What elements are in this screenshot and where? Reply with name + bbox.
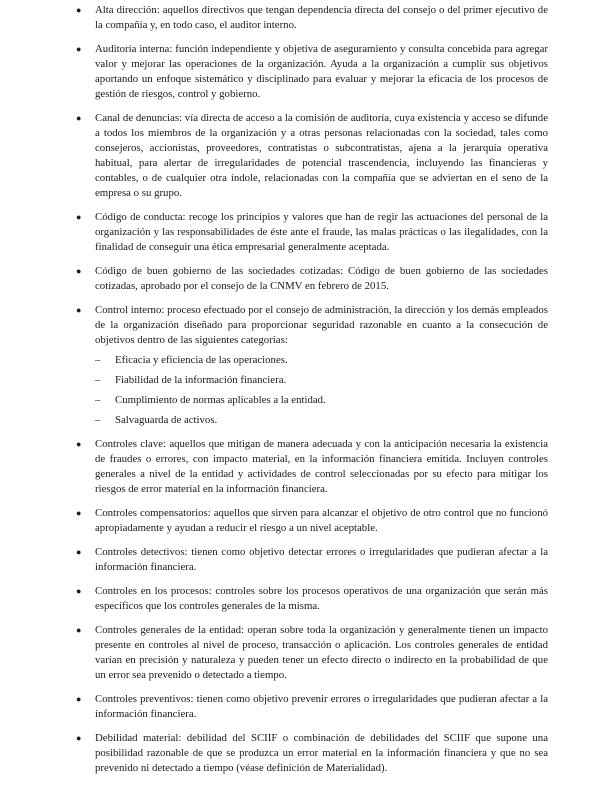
bullet-icon: ● xyxy=(76,212,82,222)
sub-item-text: Fiabilidad de la información financiera. xyxy=(115,374,287,386)
bullet-icon: ● xyxy=(76,44,82,54)
sub-item-text: Cumplimiento de normas aplicables a la entidad. xyxy=(115,394,326,406)
sub-list-item xyxy=(95,373,548,388)
sub-list-item xyxy=(95,393,548,408)
definition-text: Controles detectivos: tienen como objetivo detectar errores o irregularidades que pudieran afectar a la información financiera. xyxy=(95,546,548,573)
bullet-icon: ● xyxy=(76,586,82,596)
definition-item xyxy=(76,3,548,33)
bullet-icon: ● xyxy=(76,5,82,15)
bullet-icon: ● xyxy=(76,439,82,449)
bullet-icon: ● xyxy=(76,508,82,518)
definition-item xyxy=(76,584,548,614)
definition-item xyxy=(76,731,548,776)
dash-icon: – xyxy=(95,394,101,406)
sub-item-text: Salvaguarda de activos. xyxy=(115,414,218,426)
bullet-icon: ● xyxy=(76,733,82,743)
dash-icon: – xyxy=(95,414,101,426)
definition-text: Controles generales de la entidad: operan sobre toda la organización y generalmente tienen un impacto presente en controles al nivel de proceso, transacción o aplicación. Los controles generales de entidad varían en precisión y naturaleza y pueden tener un efecto directo o indirecto en la probabilidad de que un error sea prevenido o detectado a tiempo. xyxy=(95,624,548,681)
definition-text: Alta dirección: aquellos directivos que tengan dependencia directa del consejo o del primer ejecutivo de la compañía y, en todo caso, el auditor interno. xyxy=(95,4,548,31)
definition-item xyxy=(76,506,548,536)
definition-text: Código de buen gobierno de las sociedades cotizadas: Código de buen gobierno de las sociedades cotizadas, aprobado por el consejo de la CNMV en febrero de 2015. xyxy=(95,265,548,292)
bullet-icon: ● xyxy=(76,625,82,635)
bullet-icon: ● xyxy=(76,266,82,276)
bullet-icon: ● xyxy=(76,113,82,123)
definition-text: Controles en los procesos: controles sobre los procesos operativos de una organización que serán más específicos que los controles generales de la misma. xyxy=(95,585,548,612)
bullet-icon: ● xyxy=(76,547,82,557)
definition-text: Debilidad material: debilidad del SCIIF o combinación de debilidades del SCIIF que supone una posibilidad razonable de que se produzca un error material en la información financiera y que no sea prevenido ni detectado a tiempo (véase definición de Materialidad). xyxy=(95,732,548,774)
definition-item xyxy=(76,42,548,102)
sub-item-text: Eficacia y eficiencia de las operaciones. xyxy=(115,354,288,366)
sub-list-item xyxy=(95,353,548,368)
bullet-icon: ● xyxy=(76,694,82,704)
definition-item xyxy=(76,210,548,255)
definitions-list xyxy=(76,3,548,785)
definition-item xyxy=(76,303,548,428)
sub-list-item xyxy=(95,413,548,428)
bullet-icon: ● xyxy=(76,305,82,315)
definition-item xyxy=(76,264,548,294)
dash-icon: – xyxy=(95,354,101,366)
definition-item xyxy=(76,623,548,683)
definition-text: Controles preventivos: tienen como objetivo prevenir errores o irregularidades que pudieran afectar a la información financiera. xyxy=(95,693,548,720)
definition-text: Auditoría interna: función independiente y objetiva de aseguramiento y consulta concebida para agregar valor y mejorar las operaciones de la organización. Ayuda a la organización a cumplir sus objetivos aportando un enfoque sistemático y disciplinado para evaluar y mejorar la eficacia de los procesos de gestión de riesgos, control y gobierno. xyxy=(95,43,548,100)
definition-text: Controles compensatorios: aquellos que sirven para alcanzar el objetivo de otro control que no funcionó apropiadamente y ayudan a reducir el riesgo a un nivel aceptable. xyxy=(95,507,548,534)
sub-list xyxy=(95,353,548,428)
definition-text: Control interno: proceso efectuado por el consejo de administración, la dirección y los demás empleados de la organización diseñado para proporcionar seguridad razonable en cuanto a la consecución de objetivos dentro de las siguientes categorías: xyxy=(95,304,548,346)
dash-icon: – xyxy=(95,374,101,386)
definition-item xyxy=(76,545,548,575)
definition-text: Canal de denuncias: vía directa de acceso a la comisión de auditoría, cuya existencia y acceso se difunde a todos los miembros de la organización y a otras personas relacionadas con la sociedad, tales como consejeros, accionistas, proveedores, contratistas o subcontratistas, ajena a la jerarquía operativa habitual, para alertar de irregularidades de potencial trascendencia, incluyendo las financieras y contables, o de cualquier otra índole, relacionadas con la compañía que se adviertan en el seno de la empresa o su grupo. xyxy=(95,112,548,199)
definition-item xyxy=(76,111,548,201)
definition-item xyxy=(76,692,548,722)
definition-item xyxy=(76,437,548,497)
definition-text: Controles clave: aquellos que mitigan de manera adecuada y con la anticipación necesaria la existencia de fraudes o errores, con impacto material, en la información financiera emitida. Incluyen controles generales a nivel de la entidad y actividades de control seleccionadas por su efecto para mitigar los riesgos de error material en la información financiera. xyxy=(95,438,548,495)
definition-text: Código de conducta: recoge los principios y valores que han de regir las actuaciones del personal de la organización y las responsabilidades de éste ante el fraude, las malas prácticas o las ilegalidades, con la finalidad de conseguir una ética empresarial generalmente aceptada. xyxy=(95,211,548,253)
